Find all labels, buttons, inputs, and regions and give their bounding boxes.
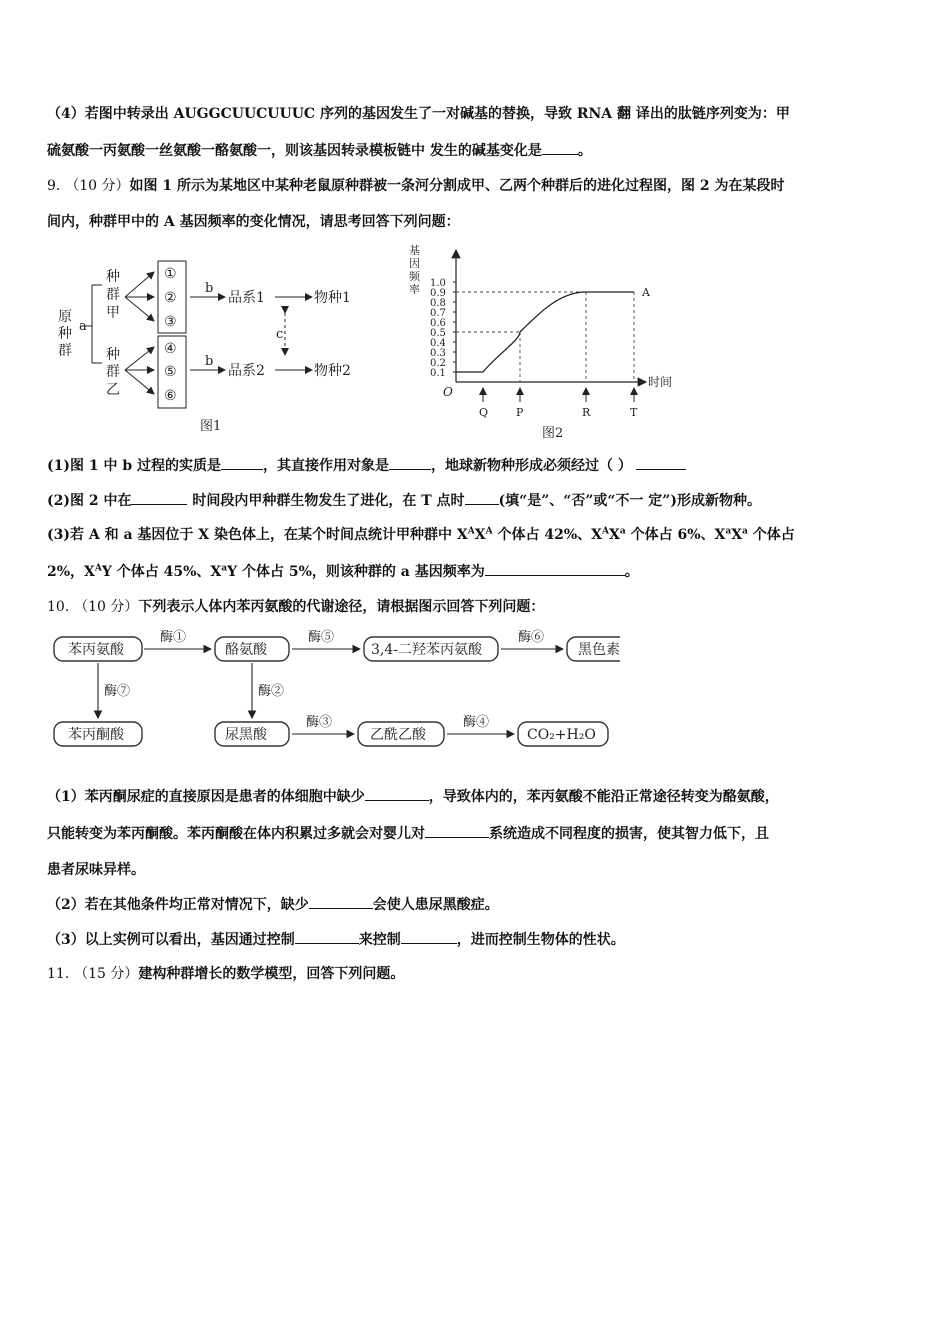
- fig1-label-b: b: [205, 354, 214, 369]
- enzyme-2-label: 酶②: [258, 684, 285, 699]
- q9-stem-text: 如图 1 所示为某地区中某种老鼠原种群被一条河分割成甲、乙两个种群后的进化过程图，图 2 为在某段时: [129, 178, 785, 194]
- superscript: a: [725, 526, 732, 537]
- fig1-species2: 物种2: [314, 363, 351, 379]
- q10-part1-line2: [47, 823, 769, 843]
- q9-sub3-text: 2%，X: [47, 564, 95, 580]
- q9-sub3-end: 。: [624, 564, 639, 580]
- q9-sub1-text: ，地球新物种形成必须经过（ ）: [431, 458, 632, 474]
- q10-part1-text: （1）苯丙酮尿症的直接原因是患者的体细胞中缺少: [47, 789, 365, 805]
- q9-sub3-text: X: [474, 527, 486, 543]
- question-number: 9.: [47, 178, 61, 194]
- enzyme-7-label: 酶⑦: [104, 684, 131, 699]
- fig1-box-label: ③: [164, 314, 177, 330]
- q8-part4-line1: （4）若图中转录出 AUGGCUUCUUUC 序列的基因发生了一对碱基的替换，导致 RNA 翻 译出的肽链序列变为：甲: [47, 106, 790, 122]
- answer-blank[interactable]: [425, 825, 489, 838]
- figure-2-gene-frequency-chart: [400, 242, 700, 442]
- fig1-jia-char: 甲: [106, 305, 120, 321]
- fig1-species1: 物种1: [314, 290, 351, 306]
- question-number: 11.: [47, 966, 70, 982]
- x-tick-label: R: [582, 406, 591, 419]
- node-homogentisic-acid: 尿黑酸: [225, 727, 267, 743]
- q9-sub2-text: 时间段内甲种群生物发生了进化，在 T 点时: [187, 493, 465, 509]
- superscript: a: [619, 526, 626, 537]
- fig1-caption: 图1: [200, 419, 222, 434]
- q9-sub1-text: (1)图 1 中 b 过程的实质是: [47, 458, 222, 474]
- answer-blank[interactable]: [636, 457, 686, 470]
- fig1-box-label: ⑤: [164, 364, 177, 380]
- q9-sub3-text: X: [731, 527, 743, 543]
- q9-sub3-line1: [47, 524, 795, 544]
- x-tick-label: P: [516, 406, 524, 419]
- enzyme-4-label: 酶④: [463, 715, 490, 730]
- phenylalanine-pathway-diagram: [50, 625, 620, 755]
- q10-part1-text: 只能转变为苯丙酮酸。苯丙酮酸在体内积累过多就会对婴儿对: [47, 826, 425, 842]
- y-tick-label: 1.0: [430, 278, 446, 289]
- q10-part3: [47, 929, 625, 949]
- q10-stem: [47, 596, 544, 616]
- q10-part1-text: ，导致体内的，苯丙氨酸不能沿正常途径转变为酪氨酸，: [428, 789, 779, 805]
- q9-sub3-text: 个体占 42%、X: [492, 527, 603, 543]
- fig1-strain2: 品系2: [228, 363, 265, 379]
- q9-sub1: [47, 455, 686, 475]
- answer-blank[interactable]: [131, 492, 187, 505]
- fig1-box-label: ①: [164, 266, 177, 282]
- fig1-box-label: ⑥: [164, 388, 177, 404]
- superscript: A: [485, 526, 493, 537]
- x-tick-label: T: [630, 406, 638, 419]
- q10-part3-text: （3）以上实例可以看出，基因通过控制: [47, 932, 295, 948]
- fig1-box-label: ④: [164, 341, 177, 357]
- fig1-label-b: b: [205, 281, 214, 296]
- answer-blank[interactable]: [542, 142, 578, 155]
- fig2-caption: 图2: [542, 426, 564, 441]
- q8-part4-line2: [47, 140, 592, 160]
- y-axis-label-char: 因: [409, 257, 420, 270]
- y-axis-label-char: 频: [409, 270, 420, 283]
- fig1-jia-char: 种: [106, 269, 120, 285]
- node-melanin: 黑色素: [578, 642, 620, 658]
- q10-part1-line3: 患者尿味异样。: [47, 862, 145, 878]
- question-score: （15 分）: [74, 966, 139, 982]
- fig1-box-label: ②: [164, 290, 177, 306]
- answer-blank[interactable]: [389, 457, 431, 470]
- q9-sub1-text: ，其直接作用对象是: [263, 458, 390, 474]
- q9-sub3-text: 个体占 6%、X: [625, 527, 726, 543]
- answer-blank[interactable]: [295, 931, 359, 944]
- q9-sub2: [47, 490, 761, 510]
- fig1-yi-char: 群: [106, 364, 120, 380]
- q9-sub3-line2: [47, 561, 639, 581]
- q11-stem: [47, 963, 404, 983]
- q9-sub3-text: Y 个体占 5%，则该种群的 a 基因频率为: [227, 564, 485, 580]
- enzyme-3-label: 酶③: [306, 715, 333, 730]
- fig1-jia-char: 群: [106, 287, 120, 303]
- x-axis-label: 时间: [648, 375, 673, 389]
- q10-part1-text: 系统造成不同程度的损害，使其智力低下，且: [489, 826, 769, 842]
- question-number: 10.: [47, 599, 70, 615]
- superscript: A: [467, 526, 475, 537]
- q9-sub3-text: X: [609, 527, 620, 543]
- q9-sub3-text: (3)若 A 和 a 基因位于 X 染色体上，在某个时间点统计甲种群中 X: [47, 527, 468, 543]
- node-acetoacetate: 乙酰乙酸: [370, 727, 426, 743]
- question-score: （10 分）: [74, 599, 139, 615]
- superscript: A: [94, 563, 102, 574]
- y-tick-label: 0.4: [430, 338, 446, 349]
- y-tick-label: 0.2: [430, 358, 446, 369]
- y-axis-label-char: 基: [409, 244, 420, 257]
- fig1-origin-char: 原: [58, 309, 72, 325]
- y-tick-label: 0.5: [430, 328, 446, 339]
- q10-part2: [47, 894, 499, 914]
- answer-blank[interactable]: [221, 457, 263, 470]
- node-tyrosine: 酪氨酸: [225, 642, 267, 658]
- fig1-yi-char: 乙: [106, 382, 120, 398]
- q10-part1-line1: [47, 786, 779, 806]
- node-phenylalanine: 苯丙氨酸: [68, 642, 124, 658]
- superscript: a: [221, 563, 228, 574]
- q9-stem-line1: [47, 175, 784, 195]
- fig1-strain1: 品系1: [228, 290, 265, 306]
- y-tick-label: 0.3: [430, 348, 446, 359]
- q8-part4-text: 硫氨酸一丙氨酸一丝氨酸一酪氨酸一，则该基因转录模板链中 发生的碱基变化是: [47, 143, 542, 159]
- enzyme-6-label: 酶⑥: [518, 630, 545, 645]
- superscript: A: [602, 526, 609, 537]
- y-tick-label: 0.9: [430, 288, 446, 299]
- q10-part2-text: 会使人患尿黑酸症。: [372, 897, 499, 913]
- q10-stem-text: 下列表示人体内苯丙氨酸的代谢途径，请根据图示回答下列问题：: [138, 599, 545, 615]
- answer-blank[interactable]: [309, 896, 373, 909]
- q9-sub3-text: 个体占: [747, 527, 795, 543]
- fig1-origin-char: 种: [58, 326, 72, 342]
- fig1-origin-char: 群: [58, 343, 72, 359]
- q10-part2-text: （2）若在其他条件均正常对情况下，缺少: [47, 897, 309, 913]
- answer-blank[interactable]: [465, 492, 499, 505]
- y-tick-label: 0.7: [430, 308, 446, 319]
- answer-blank[interactable]: [401, 931, 457, 944]
- q9-sub2-text: (填“是”、“否”或“不一 定”)形成新物种。: [498, 493, 761, 509]
- fig1-yi-char: 种: [106, 347, 120, 363]
- q11-stem-text: 建构种群增长的数学模型，回答下列问题。: [138, 966, 405, 982]
- fig1-label-c: c: [276, 327, 284, 342]
- node-phenylpyruvate: 苯丙酮酸: [68, 727, 124, 743]
- q9-sub2-text: (2)图 2 中在: [47, 493, 132, 509]
- enzyme-1-label: 酶①: [160, 630, 187, 645]
- answer-blank[interactable]: [365, 788, 429, 801]
- y-tick-label: 0.8: [430, 298, 446, 309]
- enzyme-5-label: 酶⑤: [308, 630, 335, 645]
- q9-stem-line2: 间内，种群甲中的 A 基因频率的变化情况，请思考回答下列问题：: [47, 214, 460, 230]
- y-axis-label-char: 率: [409, 283, 420, 296]
- y-tick-label: 0.1: [430, 368, 446, 379]
- node-dopa: 3,4-二羟苯丙氨酸: [371, 642, 482, 658]
- q9-sub3-text: Y 个体占 45%、X: [101, 564, 222, 580]
- q10-part3-text: 来控制: [358, 932, 401, 948]
- y-tick-label: 0.6: [430, 318, 446, 329]
- series-label-A: A: [642, 286, 650, 299]
- x-tick-label: Q: [479, 406, 489, 419]
- question-score: （10 分）: [65, 178, 130, 194]
- q10-part3-text: ，进而控制生物体的性状。: [456, 932, 625, 948]
- origin-label: O: [443, 385, 453, 399]
- fig1-label-a: a: [79, 319, 87, 334]
- answer-blank[interactable]: [485, 563, 625, 576]
- q8-part4-end: 。: [577, 143, 592, 159]
- node-co2-h2o: CO₂+H₂O: [527, 727, 596, 743]
- figure-1-evolution-diagram: [50, 255, 380, 440]
- superscript: a: [742, 526, 748, 537]
